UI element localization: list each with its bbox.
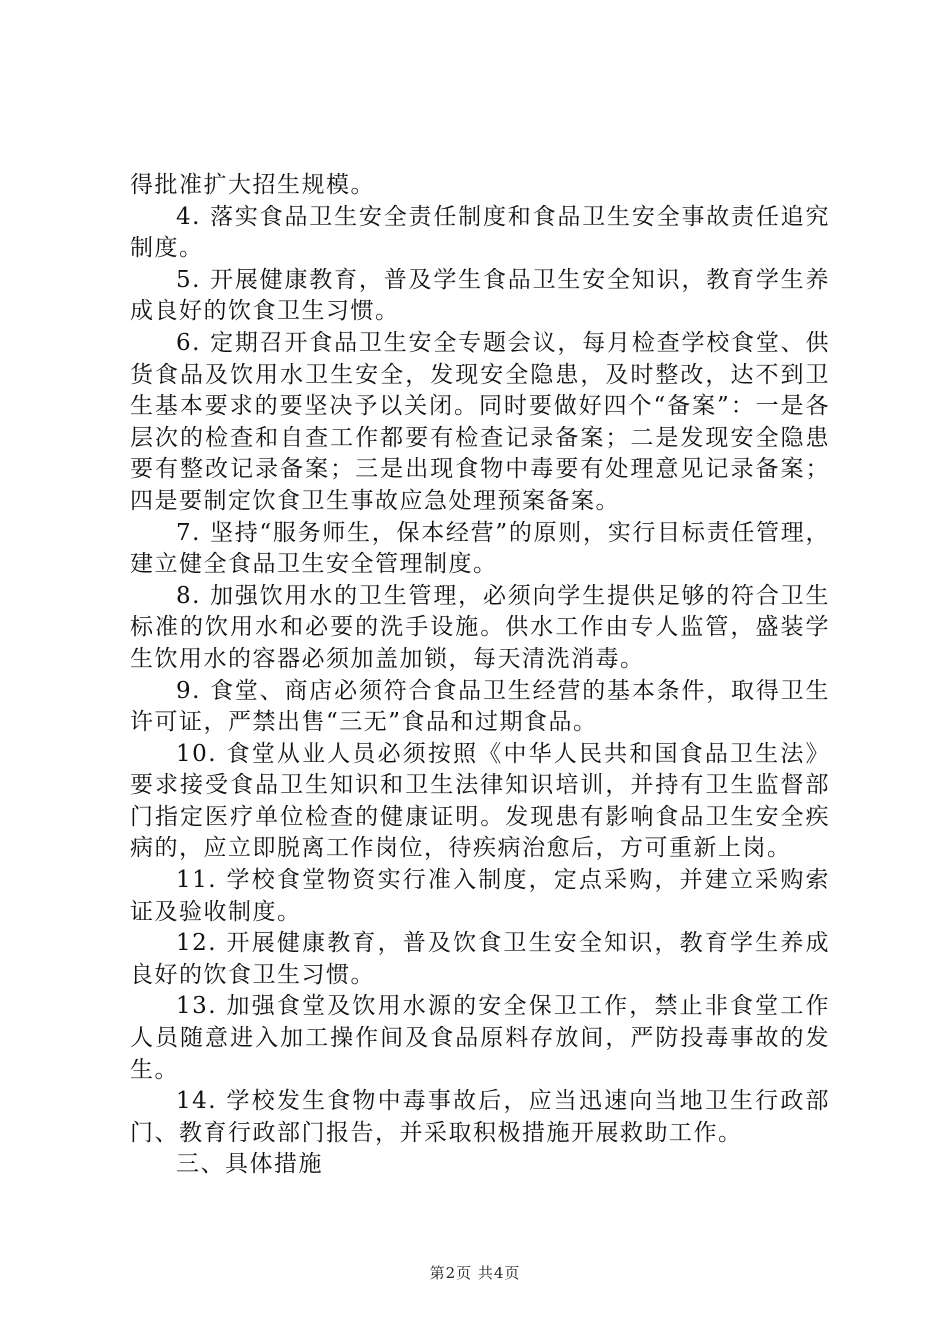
paragraph-item-9: 9. 食堂、商店必须符合食品卫生经营的基本条件，取得卫生许可证，严禁出售“三无”食品和过期食品。 xyxy=(130,677,830,736)
paragraph-item-7: 7. 坚持“服务师生，保本经营”的原则，实行目标责任管理，建立健全食品卫生安全管理制度。 xyxy=(130,519,830,578)
paragraph-item-6: 6. 定期召开食品卫生安全专题会议，每月检查学校食堂、供货食品及饮用水卫生安全，发现安全隐患，及时整改，达不到卫生基本要求的要坚决予以关闭。同时要做好四个“备案”：一是各层次的检查和自查工作都要有检查记录备案；二是发现安全隐患要有整改记录备案；三是出现食物中毒要有处理意见记录备案；四是要制定饮食卫生事故应急处理预案备案。 xyxy=(130,329,830,514)
paragraph-item-10: 10. 食堂从业人员必须按照《中华人民共和国食品卫生法》要求接受食品卫生知识和卫生法律知识培训，并持有卫生监督部门指定医疗单位检查的健康证明。发现患有影响食品卫生安全疾病的，应立即脱离工作岗位，待疾病治愈后，方可重新上岗。 xyxy=(130,740,830,862)
paragraph-item-14: 14. 学校发生食物中毒事故后，应当迅速向当地卫生行政部门、教育行政部门报告，并采取积极措施开展救助工作。 xyxy=(130,1088,830,1146)
paragraph-item-12: 12. 开展健康教育，普及饮食卫生安全知识，教育学生养成良好的饮食卫生习惯。 xyxy=(130,930,830,988)
paragraph-item-4: 4. 落实食品卫生安全责任制度和食品卫生安全事故责任追究制度。 xyxy=(130,203,830,262)
paragraph-continuation: 得批准扩大招生规模。 xyxy=(130,172,375,198)
document-body xyxy=(130,170,830,1181)
section-heading-measures: 三、具体措施 xyxy=(176,1151,323,1178)
paragraph-item-13: 13. 加强食堂及饮用水源的安全保卫工作，禁止非食堂工作人员随意进入加工操作间及食品原料存放间，严防投毒事故的发生。 xyxy=(130,993,830,1083)
paragraph-item-11: 11. 学校食堂物资实行准入制度，定点采购，并建立采购索证及验收制度。 xyxy=(130,867,830,925)
paragraph-item-5: 5. 开展健康教育，普及学生食品卫生安全知识，教育学生养成良好的饮食卫生习惯。 xyxy=(130,266,830,325)
paragraph-item-8: 8. 加强饮用水的卫生管理，必须向学生提供足够的符合卫生标准的饮用水和必要的洗手设施。供水工作由专人监管，盛装学生饮用水的容器必须加盖加锁，每天清洗消毒。 xyxy=(130,582,830,672)
page-footer: 第2页 共4页 xyxy=(429,1264,521,1282)
